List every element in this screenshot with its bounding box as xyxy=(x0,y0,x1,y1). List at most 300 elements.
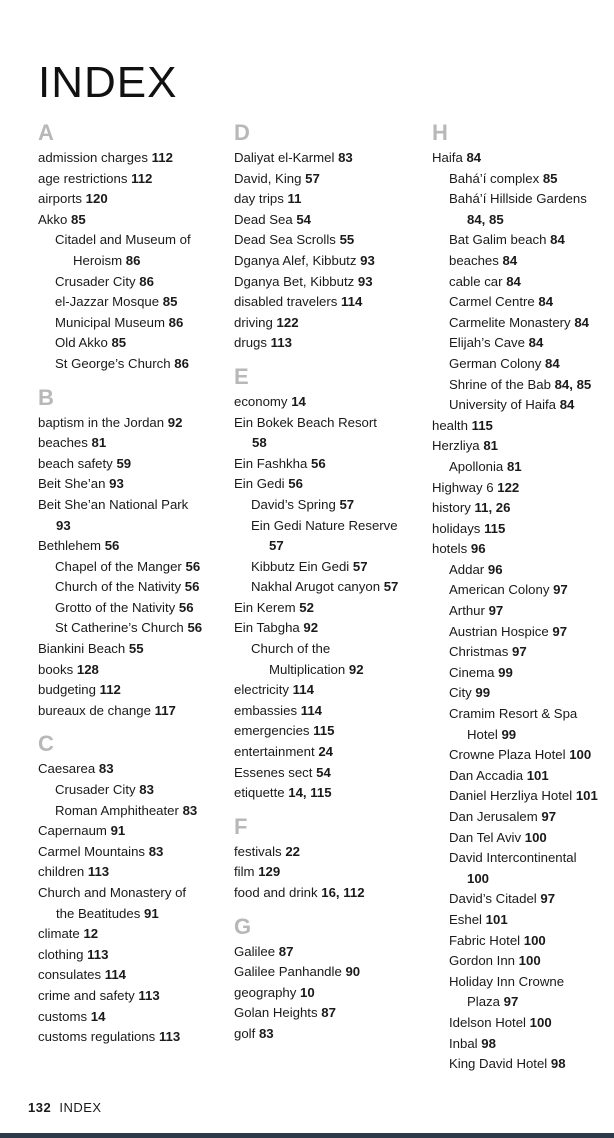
entry-term: cable car xyxy=(449,273,503,289)
section-letter: A xyxy=(38,120,54,145)
index-entry xyxy=(234,1003,424,1024)
index-entry xyxy=(234,783,424,804)
index-section xyxy=(234,912,424,1045)
entry-term: Caesarea xyxy=(38,761,96,777)
entry-page-numbers: 93 xyxy=(360,252,375,268)
entry-term: Bahá’í Hillside Gardens xyxy=(449,191,587,207)
index-entry xyxy=(432,560,612,581)
entry-page-numbers: 84 xyxy=(559,397,575,413)
entry-page-numbers: 85 xyxy=(111,335,127,351)
entry-term: David, King xyxy=(234,170,302,186)
entry-term: St Catherine’s Church xyxy=(55,620,184,636)
entry-term: budgeting xyxy=(38,682,96,698)
entry-page-numbers: 93 xyxy=(56,517,71,533)
entry-term: Chapel of the Manger xyxy=(55,558,182,574)
entry-page-numbers: 83 xyxy=(139,782,154,798)
index-entry xyxy=(38,780,228,801)
index-entry xyxy=(38,883,228,904)
index-entry xyxy=(432,292,612,313)
entry-term: Ein Tabgha xyxy=(234,620,300,636)
index-entry xyxy=(432,457,612,478)
index-entry xyxy=(432,169,612,190)
index-entry xyxy=(38,333,228,354)
index-entry xyxy=(38,169,228,190)
entry-page-numbers: 113 xyxy=(87,864,110,880)
entry-page-numbers: 112 xyxy=(131,170,153,186)
entry-page-numbers: 14 xyxy=(291,393,306,409)
index-entry xyxy=(234,842,424,863)
entry-page-numbers: 11, 26 xyxy=(474,500,511,516)
entry-term: holidays xyxy=(432,520,481,536)
entry-page-numbers: 96 xyxy=(470,541,486,557)
entry-term: Golan Heights xyxy=(234,1005,318,1021)
section-letter: D xyxy=(234,120,250,145)
entry-page-numbers: 11 xyxy=(287,191,302,207)
entry-term: Austrian Hospice xyxy=(449,623,549,639)
index-section xyxy=(38,118,228,375)
index-entry xyxy=(432,828,612,849)
entry-term: Dganya Bet, Kibbutz xyxy=(234,273,355,289)
entry-page-numbers: 117 xyxy=(154,702,176,718)
entry-page-numbers: 52 xyxy=(299,599,314,615)
index-entry xyxy=(234,313,424,334)
index-entry xyxy=(234,433,424,454)
entry-page-numbers: 84, 85 xyxy=(467,211,504,227)
entry-term: Church of the xyxy=(251,641,331,657)
index-entry xyxy=(432,333,612,354)
entry-page-numbers: 90 xyxy=(345,964,361,980)
entry-term: Old Akko xyxy=(55,335,108,351)
index-entry xyxy=(234,292,424,313)
entry-term: disabled travelers xyxy=(234,294,338,310)
entry-page-numbers: 16, 112 xyxy=(321,885,365,900)
entry-term: King David Hotel xyxy=(449,1056,548,1072)
index-entry xyxy=(234,557,424,578)
index-entry xyxy=(234,474,424,495)
entry-page-numbers: 59 xyxy=(116,455,132,471)
entry-page-numbers: 98 xyxy=(481,1035,496,1051)
index-entry xyxy=(432,931,612,952)
index-entry xyxy=(234,189,424,210)
entry-page-numbers: 93 xyxy=(109,476,124,492)
entry-term: Highway 6 xyxy=(432,479,494,495)
index-entry xyxy=(432,766,612,787)
entry-term: Daniel Herzliya Hotel xyxy=(449,788,573,804)
entry-page-numbers: 83 xyxy=(338,150,353,165)
index-entry xyxy=(432,745,612,766)
entry-page-numbers: 57 xyxy=(305,170,320,186)
index-entry xyxy=(38,924,228,945)
entry-page-numbers: 92 xyxy=(348,661,364,677)
entry-page-numbers: 56 xyxy=(288,476,303,492)
entry-term: electricity xyxy=(234,682,289,698)
entry-term: Christmas xyxy=(449,644,509,660)
entry-term: Roman Amphitheater xyxy=(55,802,179,818)
entry-term: Bat Galim beach xyxy=(449,232,547,248)
entry-term: Inbal xyxy=(449,1035,478,1051)
index-entry xyxy=(234,251,424,272)
entry-page-numbers: 54 xyxy=(316,764,331,780)
entry-page-numbers: 84 xyxy=(550,232,565,248)
entry-term: hotels xyxy=(432,541,468,557)
entry-term: Heroism xyxy=(73,252,123,268)
entry-page-numbers: 115 xyxy=(313,723,335,739)
entry-page-numbers: 87 xyxy=(321,1005,336,1021)
entry-page-numbers: 115 xyxy=(471,417,493,433)
entry-term: Dead Sea xyxy=(234,211,293,227)
entry-term: Holiday Inn Crowne xyxy=(449,973,565,989)
entry-page-numbers: 57 xyxy=(269,538,284,554)
entry-term: age restrictions xyxy=(38,170,128,186)
index-entry xyxy=(38,536,228,557)
entry-term: University of Haifa xyxy=(449,397,557,413)
entry-term: Carmel Centre xyxy=(449,294,535,310)
entry-term: Galilee Panhandle xyxy=(234,964,342,980)
index-entry xyxy=(38,986,228,1007)
entry-page-numbers: 99 xyxy=(498,664,513,680)
entry-page-numbers: 57 xyxy=(339,496,355,512)
entry-page-numbers: 56 xyxy=(310,455,326,471)
index-column-1 xyxy=(38,118,228,1048)
entry-term: Arthur xyxy=(449,603,485,619)
entry-page-numbers: 85 xyxy=(542,170,558,186)
index-entry xyxy=(432,992,612,1013)
entry-term: customs xyxy=(38,1008,88,1024)
index-entry xyxy=(432,1034,612,1055)
entry-page-numbers: 56 xyxy=(104,538,120,554)
index-entry xyxy=(234,454,424,475)
index-entry xyxy=(38,210,228,231)
entry-term: Ein Gedi Nature Reserve xyxy=(251,517,398,533)
entry-term: entertainment xyxy=(234,744,315,760)
entry-page-numbers: 101 xyxy=(485,911,508,927)
entry-term: geography xyxy=(234,984,297,1000)
entry-page-numbers: 92 xyxy=(167,414,183,430)
entry-term: el-Jazzar Mosque xyxy=(55,294,160,310)
index-entry xyxy=(234,598,424,619)
index-entry xyxy=(432,910,612,931)
entry-page-numbers: 97 xyxy=(541,809,557,824)
entry-page-numbers: 55 xyxy=(128,641,144,657)
index-entry xyxy=(432,663,612,684)
index-section xyxy=(432,118,612,1075)
entry-page-numbers: 83 xyxy=(182,802,198,818)
entry-page-numbers: 83 xyxy=(148,843,164,859)
entry-term: consulates xyxy=(38,967,102,983)
entry-page-numbers: 100 xyxy=(524,829,547,845)
entry-page-numbers: 86 xyxy=(168,314,184,330)
entry-term: Nakhal Arugot canyon xyxy=(251,579,381,595)
index-entry xyxy=(432,786,612,807)
index-section xyxy=(38,383,228,722)
index-entry xyxy=(432,848,612,869)
entry-term: Crusader City xyxy=(55,273,136,289)
entry-term: food and drink xyxy=(234,885,318,900)
index-entry xyxy=(432,478,612,499)
index-entry xyxy=(38,801,228,822)
entry-term: Elijah’s Cave xyxy=(449,335,525,351)
entry-page-numbers: 99 xyxy=(501,726,517,742)
index-entry xyxy=(432,972,612,993)
entry-term: golf xyxy=(234,1025,256,1041)
entry-page-numbers: 84 xyxy=(502,252,518,268)
entry-term: Galilee xyxy=(234,943,276,959)
section-letter: G xyxy=(234,913,252,939)
footer-section: INDEX xyxy=(59,1100,102,1115)
entry-page-numbers: 56 xyxy=(184,579,200,595)
index-entry xyxy=(234,983,424,1004)
entry-term: Crowne Plaza Hotel xyxy=(449,747,566,763)
index-entry xyxy=(234,639,424,660)
index-entry xyxy=(432,148,612,169)
entry-page-numbers: 83 xyxy=(258,1025,274,1041)
entry-page-numbers: 85 xyxy=(162,294,178,310)
entry-term: Herzliya xyxy=(432,438,480,454)
entry-page-numbers: 122 xyxy=(276,314,299,330)
index-section xyxy=(234,118,424,354)
entry-page-numbers: 84 xyxy=(574,314,589,330)
entry-term: film xyxy=(234,864,255,880)
index-entry xyxy=(432,725,612,746)
index-entry xyxy=(432,251,612,272)
entry-term: Cinema xyxy=(449,664,495,680)
entry-page-numbers: 84 xyxy=(466,150,482,165)
index-entry xyxy=(432,683,612,704)
entry-term: Dan Jerusalem xyxy=(449,809,538,824)
entry-term: Eshel xyxy=(449,911,482,927)
index-entry xyxy=(432,580,612,601)
entry-page-numbers: 57 xyxy=(383,579,399,595)
index-entry xyxy=(234,495,424,516)
index-entry xyxy=(432,519,612,540)
index-entry xyxy=(38,965,228,986)
entry-term: Haifa xyxy=(432,150,463,165)
entry-page-numbers: 112 xyxy=(99,682,121,698)
entry-page-numbers: 129 xyxy=(258,864,281,880)
entry-term: history xyxy=(432,500,471,516)
index-entry xyxy=(234,210,424,231)
index-entry xyxy=(432,642,612,663)
entry-page-numbers: 22 xyxy=(285,843,300,859)
index-entry xyxy=(432,951,612,972)
entry-page-numbers: 54 xyxy=(296,211,311,227)
entry-term: Fabric Hotel xyxy=(449,932,521,948)
index-entry xyxy=(38,313,228,334)
entry-page-numbers: 115 xyxy=(484,520,506,536)
index-entry xyxy=(38,701,228,722)
index-entry xyxy=(38,433,228,454)
entry-page-numbers: 91 xyxy=(110,823,126,839)
entry-term: airports xyxy=(38,191,82,207)
index-entry xyxy=(38,660,228,681)
entry-term: Hotel xyxy=(467,726,498,742)
entry-term: beach safety xyxy=(38,455,113,471)
entry-term: Akko xyxy=(38,211,68,227)
entry-page-numbers: 81 xyxy=(483,438,498,454)
index-entry xyxy=(38,842,228,863)
index-entry xyxy=(38,1027,228,1048)
entry-term: Ein Bokek Beach Resort xyxy=(234,414,377,430)
entry-page-numbers: 100 xyxy=(529,1014,552,1030)
index-entry xyxy=(38,413,228,434)
entry-page-numbers: 58 xyxy=(252,435,267,451)
entry-term: Citadel and Museum of xyxy=(55,232,191,248)
index-entry xyxy=(234,660,424,681)
index-entry xyxy=(432,1013,612,1034)
entry-term: books xyxy=(38,661,74,677)
entry-term: Cramim Resort & Spa xyxy=(449,706,578,722)
entry-term: Carmel Mountains xyxy=(38,843,146,859)
index-entry xyxy=(234,618,424,639)
entry-page-numbers: 81 xyxy=(506,458,522,474)
index-entry xyxy=(38,189,228,210)
bottom-rule xyxy=(0,1133,614,1138)
entry-page-numbers: 56 xyxy=(178,599,194,615)
entry-page-numbers: 84 xyxy=(538,294,554,310)
entry-term: Gordon Inn xyxy=(449,953,515,969)
entry-term: Essenes sect xyxy=(234,764,313,780)
entry-page-numbers: 114 xyxy=(341,294,363,310)
page-footer xyxy=(28,1100,102,1115)
entry-page-numbers: 84 xyxy=(528,335,544,351)
index-entry xyxy=(432,395,612,416)
page-number: 132 xyxy=(28,1100,52,1115)
entry-term: climate xyxy=(38,926,80,942)
index-column-3 xyxy=(432,118,612,1075)
index-entry xyxy=(234,148,424,169)
entry-term: Ein Gedi xyxy=(234,476,285,492)
entry-term: Dead Sea Scrolls xyxy=(234,232,336,248)
entry-term: day trips xyxy=(234,191,284,207)
index-column-2 xyxy=(234,118,424,1045)
index-entry xyxy=(234,230,424,251)
entry-term: Biankini Beach xyxy=(38,641,126,657)
entry-page-numbers: 113 xyxy=(158,1029,181,1045)
entry-term: etiquette xyxy=(234,785,285,801)
entry-term: drugs xyxy=(234,335,267,351)
entry-page-numbers: 81 xyxy=(91,435,107,451)
entry-term: beaches xyxy=(38,435,88,451)
entry-page-numbers: 100 xyxy=(523,932,546,948)
entry-page-numbers: 99 xyxy=(475,685,491,701)
index-entry xyxy=(38,680,228,701)
entry-term: economy xyxy=(234,393,288,409)
index-entry xyxy=(38,577,228,598)
entry-page-numbers: 128 xyxy=(76,661,99,677)
entry-term: Dan Accadia xyxy=(449,767,524,783)
entry-term: children xyxy=(38,864,85,880)
index-entry xyxy=(432,869,612,890)
index-entry xyxy=(38,292,228,313)
entry-term: St George’s Church xyxy=(55,355,171,371)
entry-term: clothing xyxy=(38,946,84,962)
section-letter: B xyxy=(38,384,54,410)
index-entry xyxy=(38,945,228,966)
entry-term: Addar xyxy=(449,561,485,577)
entry-term: Carmelite Monastery xyxy=(449,314,571,330)
entry-term: baptism in the Jordan xyxy=(38,414,165,430)
entry-page-numbers: 57 xyxy=(352,558,368,574)
entry-page-numbers: 84 xyxy=(545,355,560,371)
index-entry xyxy=(38,454,228,475)
entry-term: American Colony xyxy=(449,582,550,598)
entry-page-numbers: 97 xyxy=(512,644,527,660)
index-entry xyxy=(38,557,228,578)
entry-term: admission charges xyxy=(38,150,148,165)
entry-term: Multiplication xyxy=(269,661,346,677)
entry-term: Daliyat el-Karmel xyxy=(234,150,335,165)
index-entry xyxy=(234,942,424,963)
index-entry xyxy=(38,354,228,375)
entry-page-numbers: 12 xyxy=(83,926,99,942)
index-entry xyxy=(234,392,424,413)
entry-page-numbers: 93 xyxy=(357,273,373,289)
entry-term: Beit She’an xyxy=(38,476,106,492)
index-entry xyxy=(432,498,612,519)
entry-page-numbers: 87 xyxy=(278,943,294,959)
index-entry xyxy=(38,230,228,251)
index-entry xyxy=(38,759,228,780)
entry-term: Kibbutz Ein Gedi xyxy=(251,558,350,574)
entry-page-numbers: 84, 85 xyxy=(554,376,592,392)
entry-term: Shrine of the Bab xyxy=(449,376,551,392)
index-entry xyxy=(234,862,424,883)
index-entry xyxy=(38,474,228,495)
entry-page-numbers: 91 xyxy=(144,905,159,921)
entry-term: Apollonia xyxy=(449,458,504,474)
entry-page-numbers: 120 xyxy=(85,191,108,207)
entry-page-numbers: 86 xyxy=(125,252,141,268)
entry-page-numbers: 112 xyxy=(151,150,173,165)
entry-term: Idelson Hotel xyxy=(449,1014,526,1030)
index-entry xyxy=(432,889,612,910)
entry-term: health xyxy=(432,417,468,433)
entry-page-numbers: 86 xyxy=(139,273,154,289)
index-entry xyxy=(38,639,228,660)
index-entry xyxy=(38,904,228,925)
entry-term: crime and safety xyxy=(38,987,135,1003)
entry-page-numbers: 10 xyxy=(300,984,315,1000)
entry-term: emergencies xyxy=(234,723,310,739)
index-entry xyxy=(432,272,612,293)
entry-page-numbers: 56 xyxy=(187,620,203,636)
entry-term: David Intercontinental xyxy=(449,850,577,866)
entry-page-numbers: 100 xyxy=(569,747,592,763)
index-entry xyxy=(234,333,424,354)
entry-term: Dganya Alef, Kibbutz xyxy=(234,252,357,268)
index-entry xyxy=(234,763,424,784)
entry-page-numbers: 14 xyxy=(90,1008,106,1024)
entry-page-numbers: 92 xyxy=(303,620,319,636)
entry-term: Dan Tel Aviv xyxy=(449,829,522,845)
index-section xyxy=(234,362,424,804)
entry-term: David’s Citadel xyxy=(449,891,537,907)
index-entry xyxy=(432,354,612,375)
index-entry xyxy=(38,862,228,883)
index-entry xyxy=(234,1024,424,1045)
index-entry xyxy=(38,516,228,537)
entry-page-numbers: 100 xyxy=(518,953,541,969)
entry-term: Ein Fashkha xyxy=(234,455,308,471)
entry-page-numbers: 122 xyxy=(497,479,520,495)
section-letter: H xyxy=(432,120,448,145)
entry-page-numbers: 14, 115 xyxy=(288,785,332,801)
index-entry xyxy=(38,598,228,619)
entry-term: Bahá’í complex xyxy=(449,170,540,186)
index-entry xyxy=(234,272,424,293)
section-letter: C xyxy=(38,731,54,757)
entry-term: embassies xyxy=(234,702,298,718)
